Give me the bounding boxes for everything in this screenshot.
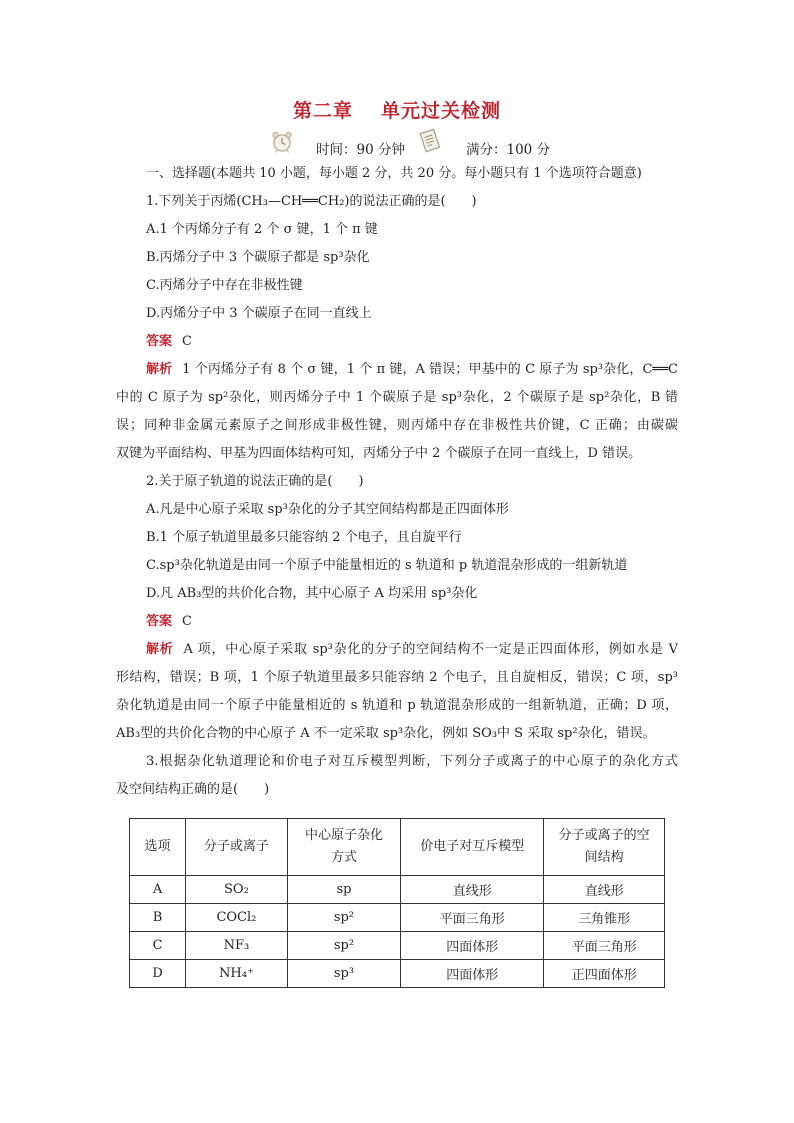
table-cell: 三角锥形 <box>544 904 665 932</box>
hybridization-table <box>129 818 665 988</box>
table-cell: 四面体形 <box>401 932 544 960</box>
chapter-subtitle: 单元过关检测 <box>381 100 502 122</box>
table-cell: sp² <box>287 904 400 932</box>
q1-option-b: B.丙烯分子中 3 个碳原子都是 sp³杂化 <box>146 250 370 265</box>
q1-analysis-line <box>116 356 678 384</box>
table-cell: B <box>130 904 186 932</box>
q2-analysis-line: AB₃型的共价化合物的中心原子 A 不一定采取 sp³杂化，例如 SO₃中 S 采取 sp²杂化，错误。 <box>116 726 656 741</box>
q2-stem: 2.关于原子轨道的说法正确的是( ) <box>146 474 364 489</box>
table-header: 价电子对互斥模型 <box>401 819 544 876</box>
alarm-clock-icon <box>270 130 294 158</box>
table-row <box>130 960 665 988</box>
table-cell: C <box>130 932 186 960</box>
table-cell: 平面三角形 <box>401 904 544 932</box>
exam-meta <box>0 134 794 160</box>
table-cell: 正四面体形 <box>544 960 665 988</box>
q2-analysis-line <box>116 636 678 664</box>
exam-paper-icon <box>418 128 442 158</box>
q1-option-d: D.丙烯分子中 3 个碳原子在同一直线上 <box>146 306 372 321</box>
q1-analysis-line: 误；同种非金属元素原子之间形成非极性键，则丙烯中存在非极性共价键，C 正确；由碳碳 <box>116 418 678 433</box>
q3-stem-line: 3.根据杂化轨道理论和价电子对互斥模型判断，下列分子或离子的中心原子的杂化方式 <box>146 754 678 769</box>
table-header: 分子或离子的空间结构 <box>544 819 665 876</box>
table-row <box>130 932 665 960</box>
table-row <box>130 904 665 932</box>
chapter-title <box>0 96 794 123</box>
table-cell: COCl₂ <box>186 904 288 932</box>
table-cell: sp³ <box>287 960 400 988</box>
q1-analysis-line: 双键为平面结构、甲基为四面体结构可知，丙烯分子中 2 个碳原子在同一直线上，D 错误。 <box>116 446 642 461</box>
exam-time: 时间：90 分钟 <box>316 142 405 158</box>
exam-content <box>116 160 678 804</box>
q1-answer <box>116 328 678 356</box>
answer-label: 答案 <box>146 334 173 349</box>
table-cell: D <box>130 960 186 988</box>
q2-option-b: B.1 个原子轨道里最多只能容纳 2 个电子，且自旋平行 <box>146 530 462 545</box>
q1-analysis-text: 1 个丙烯分子有 8 个 σ 键，1 个 π 键，A 错误；甲基中的 C 原子为 sp³杂化，C══C <box>182 362 678 377</box>
q1-option-a: A.1 个丙烯分子有 2 个 σ 键，1 个 π 键 <box>146 222 378 237</box>
table-cell: SO₂ <box>186 876 288 904</box>
q3-stem-line: 及空间结构正确的是( ) <box>116 782 270 797</box>
table-header: 选项 <box>130 819 186 876</box>
table-cell: A <box>130 876 186 904</box>
table-cell: sp <box>287 876 400 904</box>
table-cell: 直线形 <box>401 876 544 904</box>
q2-answer-value: C <box>182 614 192 629</box>
table-cell: 四面体形 <box>401 960 544 988</box>
table-cell: NF₃ <box>186 932 288 960</box>
q1-analysis-line: 中的 C 原子为 sp²杂化，则丙烯分子中 1 个碳原子是 sp³杂化，2 个碳原子是 sp²杂化，B 错 <box>116 390 678 405</box>
section-heading: 一、选择题(本题共 10 小题，每小题 2 分，共 20 分。每小题只有 1 个选项符合题意) <box>146 166 642 181</box>
answer-label: 答案 <box>146 614 173 629</box>
q1-answer-value: C <box>182 334 192 349</box>
q2-analysis-line: 杂化轨道是由同一个原子中能量相近的 s 轨道和 p 轨道混杂形成的一组新轨道，正确；D 项， <box>116 698 678 713</box>
exam-full-score: 满分：100 分 <box>466 142 551 158</box>
table-cell: sp² <box>287 932 400 960</box>
q1-option-c: C.丙烯分子中存在非极性键 <box>146 278 303 293</box>
table-cell: NH₄⁺ <box>186 960 288 988</box>
q2-answer <box>116 608 678 636</box>
table-header: 分子或离子 <box>186 819 288 876</box>
q1-stem: 1.下列关于丙烯(CH₃—CH══CH₂)的说法正确的是( ) <box>146 194 477 209</box>
table-cell: 平面三角形 <box>544 932 665 960</box>
analysis-label: 解析 <box>146 642 174 657</box>
chapter-number: 第二章 <box>292 100 353 122</box>
q2-option-d: D.凡 AB₃型的共价化合物，其中心原子 A 均采用 sp³杂化 <box>146 586 478 601</box>
table-header-row <box>130 819 665 876</box>
q2-option-c: C.sp³杂化轨道是由同一个原子中能量相近的 s 轨道和 p 轨道混杂形成的一组新轨道 <box>146 558 628 573</box>
q2-analysis-line: 形结构，错误；B 项，1 个原子轨道里最多只能容纳 2 个电子，且自旋相反，错误；C 项，sp³ <box>116 670 678 685</box>
table-row <box>130 876 665 904</box>
analysis-label: 解析 <box>146 362 173 377</box>
table-cell: 直线形 <box>544 876 665 904</box>
table-header: 中心原子杂化方式 <box>287 819 400 876</box>
q2-analysis-text: A 项，中心原子采取 sp³杂化的分子的空间结构不一定是正四面体形，例如水是 V <box>183 642 678 657</box>
q2-option-a: A.凡是中心原子采取 sp³杂化的分子其空间结构都是正四面体形 <box>146 502 509 517</box>
